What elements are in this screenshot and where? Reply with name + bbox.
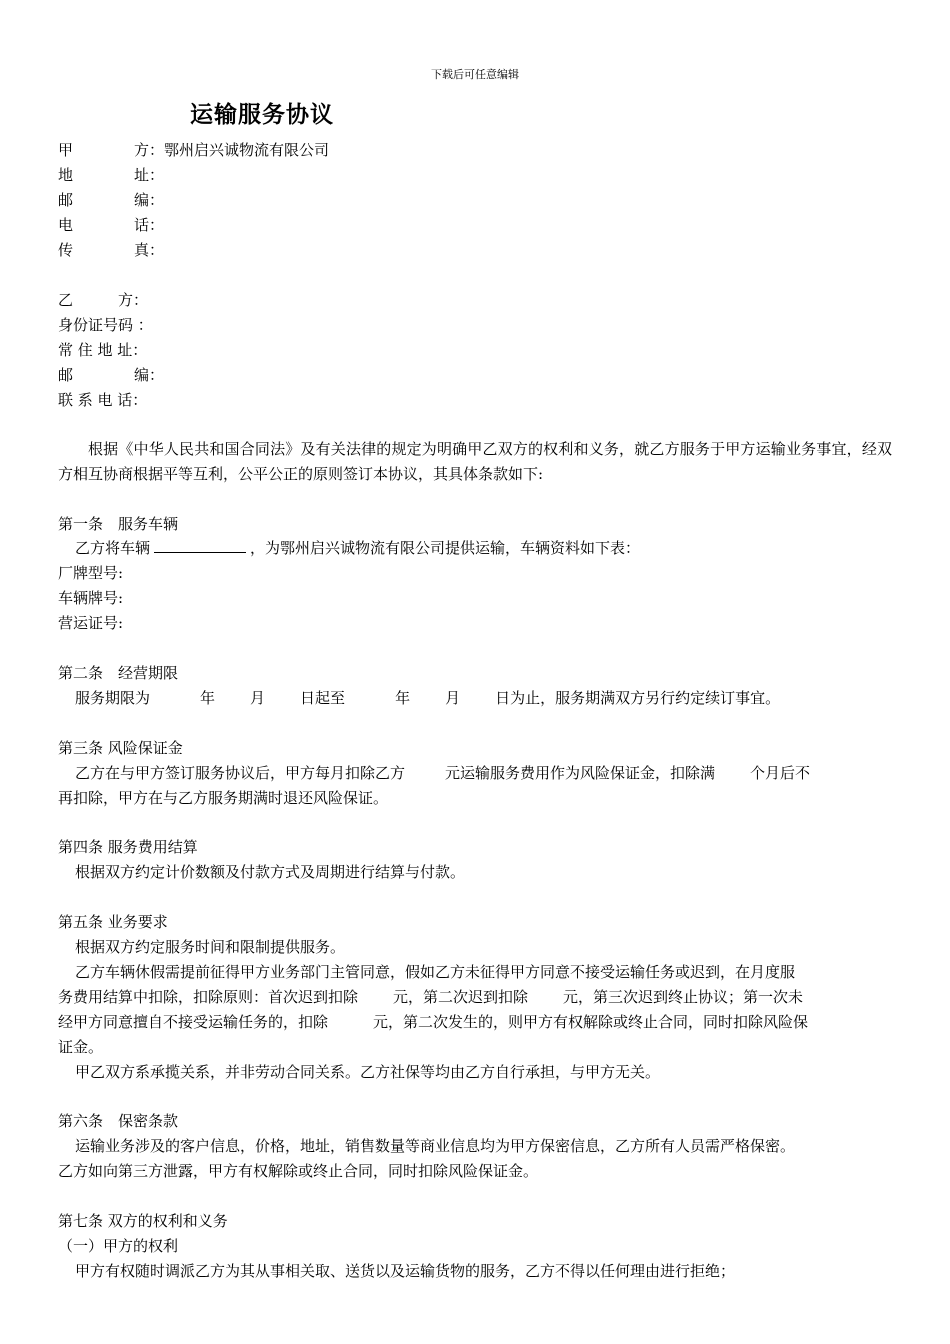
party-a-name-value: 鄂州启兴诚物流有限公司 <box>164 141 330 159</box>
article1-license-line: 营运证号: <box>58 614 124 632</box>
article2-heading: 第二条 经营期限 <box>58 664 179 682</box>
vehicle-blank <box>154 538 246 553</box>
late-text-a: 务费用结算中扣除，扣除原则：首次迟到扣除 <box>58 988 359 1006</box>
party-b-label-2: 方： <box>118 291 149 309</box>
party-b-contact-line: 联 系 电 话： <box>58 391 148 409</box>
article1-brand-line: 厂牌型号: <box>58 564 124 582</box>
party-b-postcode-label-1: 邮 <box>58 366 74 384</box>
article7-p1: 甲方有权随时调派乙方为其从事相关取、送货以及运输货物的服务，乙方不得以任何理由进行拒绝； <box>75 1262 736 1280</box>
party-a-postcode-label-2: 编： <box>134 191 165 209</box>
article4-text: 根据双方约定计价数额及付款方式及周期进行结算与付款。 <box>75 863 466 881</box>
party-b-id-line: 身份证号码 ： <box>58 316 153 334</box>
refuse-text-b: 元，第二次发生的，则甲方有权解除或终止合同，同时扣除风险保 <box>373 1013 809 1031</box>
article5-heading: 第五条 业务要求 <box>58 913 168 931</box>
article7-heading: 第七条 双方的权利和义务 <box>58 1212 228 1230</box>
article5-p2-line2 <box>58 986 803 1008</box>
deposit-text-a: 乙方在与甲方签订服务协议后，甲方每月扣除乙方 <box>75 764 406 782</box>
article4-heading: 第四条 服务费用结算 <box>58 838 198 856</box>
party-b-name-line <box>58 289 148 311</box>
party-a-address-label-1: 地 <box>58 166 74 184</box>
term-start-text: 服务期限为 <box>75 689 151 707</box>
article5-p1: 根据双方约定服务时间和限制提供服务。 <box>75 938 346 956</box>
party-a-phone-label-2: 话： <box>134 216 165 234</box>
term-day-1: 日起至 <box>300 689 346 707</box>
deposit-text-c: 个月后不 <box>750 764 811 782</box>
preamble-paragraph: 根据《中华人民共和国合同法》及有关法律的规定为明确甲乙双方的权利和义务，就乙方服务于甲方运输业务事宜，经双方相互协商根据平等互利，公平公正的原则签订本协议，其具体条款如下: <box>58 440 892 483</box>
refuse-text-a: 经甲方同意擅自不接受运输任务的，扣除 <box>58 1013 329 1031</box>
article7-sub1: （一）甲方的权利 <box>58 1237 179 1255</box>
article3-line1 <box>75 762 810 784</box>
article3-line2: 再扣除，甲方在与乙方服务期满时退还风险保证。 <box>58 789 389 807</box>
article1-text-after: ，为鄂州启兴诚物流有限公司提供运输，车辆资料如下表： <box>250 539 641 557</box>
article3-heading: 第三条 风险保证金 <box>58 739 183 757</box>
party-a-address-label-2: 址： <box>134 166 165 184</box>
term-month-1: 月 <box>250 689 266 707</box>
party-b-label-1: 乙 <box>58 291 74 309</box>
article1-vehicle-line <box>75 537 640 559</box>
party-a-phone-label-1: 电 <box>58 216 74 234</box>
article6-line2: 乙方如向第三方泄露，甲方有权解除或终止合同，同时扣除风险保证金。 <box>58 1162 539 1180</box>
article5-p2-line4: 证金。 <box>58 1038 104 1056</box>
party-a-label-2: 方： <box>134 141 165 159</box>
party-a-postcode-label-1: 邮 <box>58 191 74 209</box>
term-year-1: 年 <box>200 689 216 707</box>
party-a-label-1: 甲 <box>58 141 74 159</box>
article5-p2-line1: 乙方车辆休假需提前征得甲方业务部门主管同意，假如乙方未征得甲方同意不接受运输任务或迟到，在月度服 <box>75 963 796 981</box>
party-b-residence-line: 常 住 地 址： <box>58 341 148 359</box>
party-a-fax-line <box>58 239 164 261</box>
party-b-postcode-line <box>58 364 164 386</box>
deposit-text-b: 元运输服务费用作为风险保证金，扣除满 <box>445 764 716 782</box>
article5-p2-line3 <box>58 1011 808 1033</box>
party-a-address-line <box>58 164 164 186</box>
party-a-fax-label-1: 传 <box>58 241 74 259</box>
article1-heading: 第一条 服务车辆 <box>58 515 179 533</box>
article6-line1: 运输业务涉及的客户信息，价格，地址，销售数量等商业信息均为甲方保密信息，乙方所有人员需严格保密。 <box>75 1137 796 1155</box>
party-a-name-line <box>58 139 329 161</box>
header-note: 下载后可任意编辑 <box>431 68 519 81</box>
term-day-2: 日为止，服务期满双方另行约定续订事宜。 <box>495 689 781 707</box>
article6-heading: 第六条 保密条款 <box>58 1112 179 1130</box>
party-a-fax-label-2: 真： <box>134 241 165 259</box>
document-title: 运输服务协议 <box>190 102 334 128</box>
term-year-2: 年 <box>395 689 411 707</box>
article1-plate-line: 车辆牌号: <box>58 589 124 607</box>
party-a-phone-line <box>58 214 164 236</box>
term-month-2: 月 <box>445 689 461 707</box>
article1-text-before: 乙方将车辆 <box>75 539 151 557</box>
article5-p3: 甲乙双方系承揽关系，并非劳动合同关系。乙方社保等均由乙方自行承担，与甲方无关。 <box>75 1063 661 1081</box>
party-a-postcode-line <box>58 189 164 211</box>
late-text-b: 元，第二次迟到扣除 <box>393 988 529 1006</box>
article2-term-line <box>75 687 780 709</box>
late-text-c: 元，第三次迟到终止协议；第一次未 <box>563 988 804 1006</box>
party-b-postcode-label-2: 编： <box>134 366 165 384</box>
